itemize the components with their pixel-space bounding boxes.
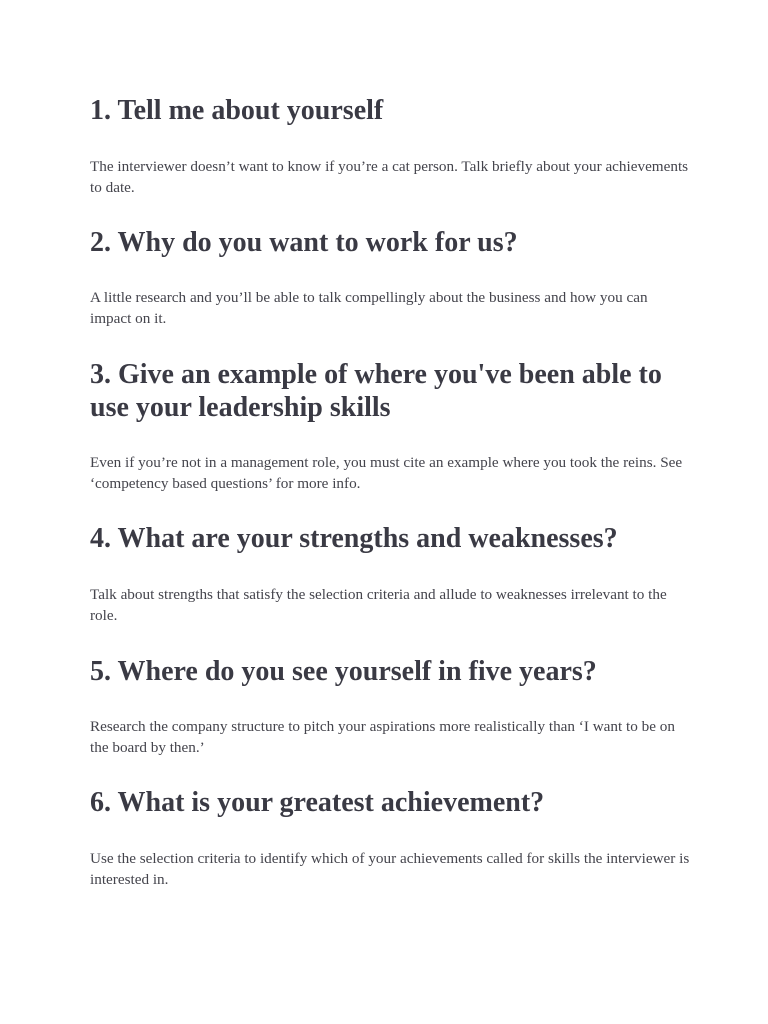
question-answer-6: Use the selection criteria to identify which of your achievements called for skills the interviewer is interested in. [90,850,690,888]
question-section-1 [90,94,690,196]
question-answer-4: Talk about strengths that satisfy the selection criteria and allude to weaknesses irrelevant to the role. [90,586,667,624]
question-heading-1: 1. Tell me about yourself [90,95,384,126]
question-heading-4: 4. What are your strengths and weaknesses? [90,523,618,554]
question-section-3 [90,358,690,492]
question-section-2 [90,226,690,327]
question-section-6 [90,786,690,888]
question-heading-5: 5. Where do you see yourself in five years? [90,656,597,687]
question-answer-2: A little research and you’ll be able to talk compellingly about the business and how you can impact on it. [90,289,648,327]
question-heading-6: 6. What is your greatest achievement? [90,787,545,818]
question-section-4 [90,522,690,624]
question-answer-5: Research the company structure to pitch your aspirations more realistically than ‘I want to be on the board by then.’ [90,718,675,756]
question-heading-3: 3. Give an example of where you've been able to use your leadership skills [90,359,662,423]
question-heading-2: 2. Why do you want to work for us? [90,227,518,258]
question-answer-1: The interviewer doesn’t want to know if you’re a cat person. Talk briefly about your achievements to date. [90,158,689,196]
question-answer-3: Even if you’re not in a management role, you must cite an example where you took the reins. See ‘competency based questions’ for more info. [90,454,683,492]
question-section-5 [90,655,690,756]
